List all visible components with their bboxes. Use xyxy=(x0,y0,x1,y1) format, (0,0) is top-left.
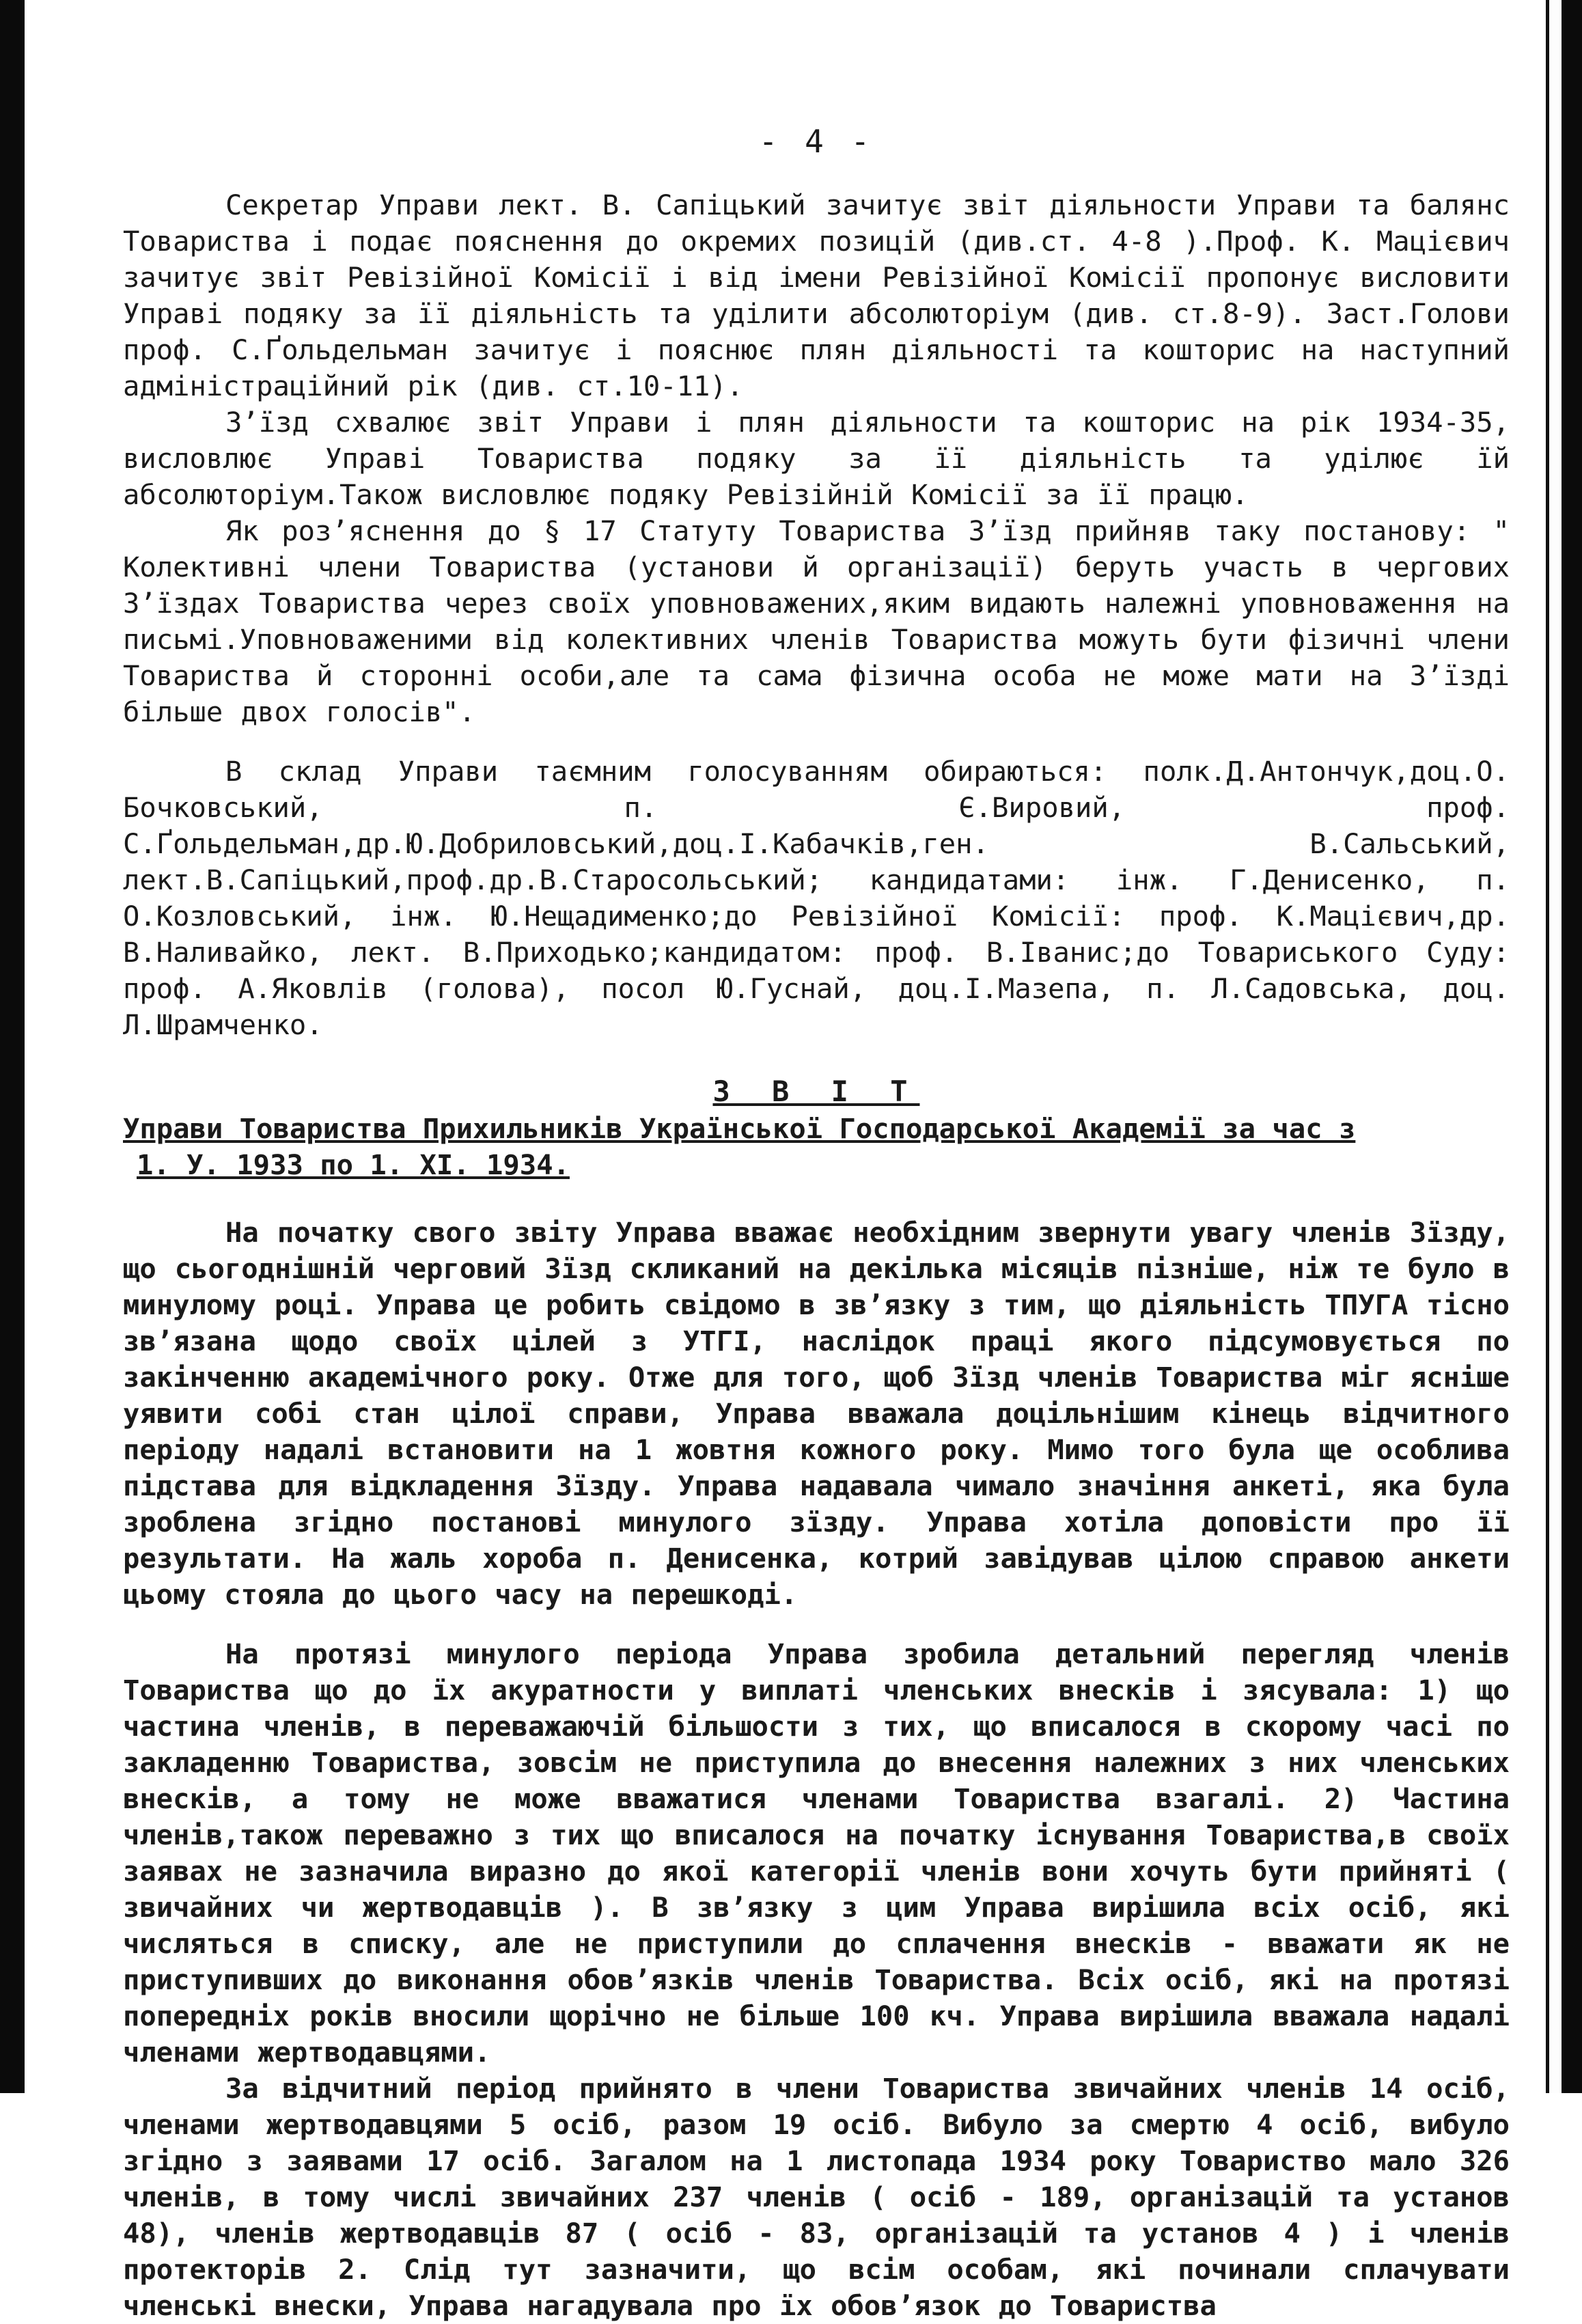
document-page xyxy=(123,123,1510,2322)
paragraph-congress-approval: З’їзд схвалює звіт Управи і плян діяльности та кошторис на рік 1934-35, висловлює Управі Товариства подяку за її діяльність та уділює їй абсолюторіум.Також висловлює подяку Ревізійній Комісії за її працю. xyxy=(123,406,1510,511)
report-title: З В І Т xyxy=(712,1075,920,1108)
report-paragraph-intro: На початку свого звіту Управа вважає необхідним звернути увагу членів Зїзду, що сьогоднішній черговий Зїзд скликаний на декілька місяців пізніше, ніж те було в минулому році. Управа це робить свідомо в зв’язку з тим, що діяльність ТПУГА тісно зв’язана щодо своїх цілей з УТГІ, наслідок праці якого підсумовується по закінченню академічного року. Отже для того, щоб Зїзд членів Товариства міг ясніше уявити собі стан цілої справи, Управа вважала доцільнішим кінець відчитного періоду надалі встановити на 1 жовтня кожного року. Мимо того була ще особлива підстава для відкладення Зїзду. Управа надавала чимало значіння анкеті, яка була зроблена згідно постанові минулого зїзду. Управа хотіла доповісти про її результати. На жаль хороба п. Денисенка, котрий завідував цілою справою анкети цьому стояла до цього часу на перешкоді. xyxy=(123,1216,1510,1611)
page-number: - 4 - xyxy=(758,123,874,160)
report-subtitle-line1: Управи Товариства Прихильників Української Господарської Академії за час з xyxy=(123,1112,1356,1145)
scan-border-right-gap xyxy=(1549,0,1562,2093)
paragraph-board-election: В склад Управи таємним голосуванням обираються: полк.Д.Антончук,доц.О. Бочковський, п. Є.Вировий, проф. С.Ґольдельман,др.Ю.Добриловський,доц.І.Кабачків,ген. В.Сальський, лект.В.Сапіцький,проф.др.В.Старосольський; кандидатами: інж. Г.Денисенко, п. О.Козловський, інж. Ю.Нещадименко;до Ревізійної Комісії: проф. К.Мацієвич,др. В.Наливайко, лект. В.Приходько;кандидатом: проф. В.Іванис;до Товариського Суду: проф. А.Яковлів (голова), посол Ю.Гуснай, доц.І.Мазепа, п. Л.Садовська, доц. Л.Шрамченко. xyxy=(123,755,1510,1041)
paragraph-statute-clarification: Як роз’яснення до § 17 Статуту Товариства З’їзд прийняв таку постанову: " Колективні члени Товариства (установи й організації) беруть участь в чергових З’їздах Товариства через своїх уповноважених,яким видають належні уповноваження на письмі.Уповноваженими від колективних членів Товариства можуть бути фізичні члени Товариства й сторонні особи,але та сама фізична особа не може мати на З’їзді більше двох голосів". xyxy=(123,514,1510,728)
scan-border-right xyxy=(1562,0,1582,2093)
scan-border-left xyxy=(0,0,25,2093)
paragraph-secretary-report: Секретар Управи лект. В. Сапіцький зачитує звіт діяльности Управи та балянс Товариства і подає пояснення до окремих позицій (див.ст. 4-8 ).Проф. К. Мацієвич зачитує звіт Ревізійної Комісії і від імени Ревізійної Комісії пропонує висловити Управі подяку за її діяльність та уділити абсолюторіум (див. ст.8-9). Заст.Голови проф. С.Ґольдельман зачитує і пояснює плян діяльності та кошторис на наступний адміністраційний рік (див. ст.10-11). xyxy=(123,189,1510,402)
report-paragraph-membership-stats: За відчитний період прийнято в члени Товариства звичайних членів 14 осіб, членами жертводавцями 5 осіб, разом 19 осіб. Вибуло за смертю 4 осіб, вибуло згідно з заявами 17 осіб. Загалом на 1 листопада 1934 року Товариство мало 326 членів, в тому числі звичайних 237 членів ( осіб - 189, організацій та установ 48), членів жертводавців 87 ( осіб - 83, організацій та установ 4 ) і членів протекторів 2. Слід тут зазначити, що всім особам, які починали сплачувати членські внески, Управа нагадувала про їх обов’язок до Товариства xyxy=(123,2072,1510,2322)
report-subtitle-line2: 1. У. 1933 по 1. XI. 1934. xyxy=(137,1148,570,1181)
report-paragraph-membership-review: На протязі минулого періода Управа зробила детальний перегляд членів Товариства що до їх акуратности у виплаті членських внесків і зясувала: 1) що частина членів, в переважаючій більшости з тих, що вписалося в скорому часі по закладенню Товариства, зовсім не приступила до внесення належних з них членських внесків, а тому не може вважатися членами Товариства взагалі. 2) Частина членів,також переважно з тих що вписалося на початку існування Товариства,в своїх заявах не зазначила виразно до якої категорії членів вони хочуть бути прийняті ( звичайних чи жертводавців ). В зв’язку з цим Управа вирішила всіх осіб, які числяться в списку, але не приступили до сплачення внесків - вважати як не приступивших до виконання обов’язків членів Товариства. Всіх осіб, які на протязі попередніх років вносили щорічно не більше 100 кч. Управа вирішила вважала надалі членами жертводавцями. xyxy=(123,1637,1510,2069)
report-subtitle xyxy=(123,1111,1510,1183)
